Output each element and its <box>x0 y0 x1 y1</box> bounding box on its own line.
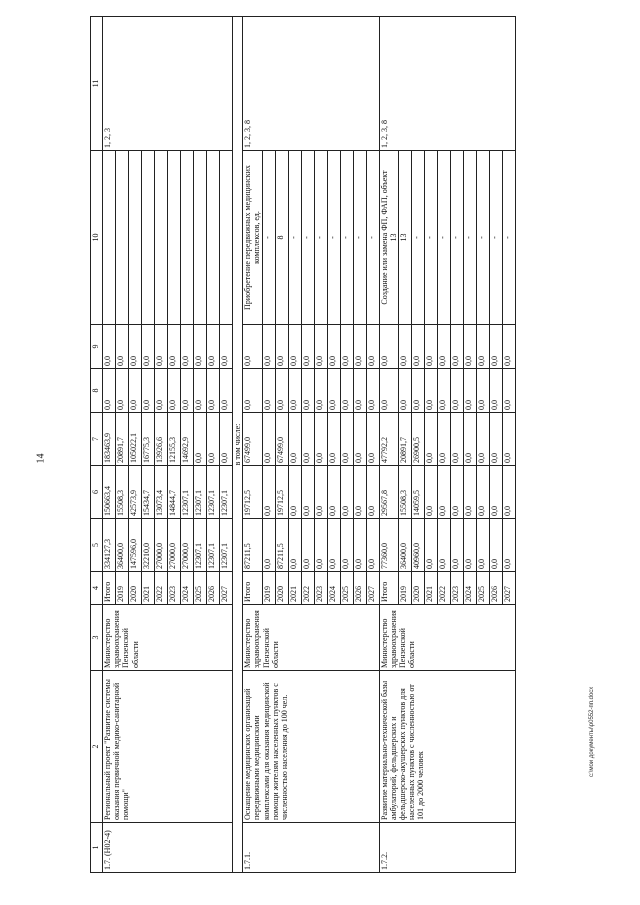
col-number: 6 <box>91 466 103 519</box>
value-cell: 0,0 <box>220 325 233 369</box>
page-number: 14 <box>35 453 47 464</box>
value-cell: 0,0 <box>207 325 220 369</box>
value-cell: 0,0 <box>288 413 301 466</box>
value-cell: 32210,0 <box>142 519 155 572</box>
year-cell: 2022 <box>437 572 450 605</box>
value-cell: 0,0 <box>450 325 463 369</box>
section-code: 1.7. (Н02-4) <box>103 823 233 873</box>
indicator-cell <box>243 151 262 325</box>
value-cell: 0,0 <box>379 369 398 413</box>
col-number: 5 <box>91 519 103 572</box>
year-cell: 2023 <box>168 572 181 605</box>
value-cell: 0,0 <box>353 519 366 572</box>
indicator-value: - <box>262 151 275 325</box>
value-cell: 0,0 <box>301 519 314 572</box>
value-cell: 0,0 <box>103 325 116 369</box>
col-number: 8 <box>91 369 103 413</box>
value-cell: 0,0 <box>288 519 301 572</box>
value-cell: 14844,7 <box>168 466 181 519</box>
section-name: Региональный проект "Развитие системы оказания первичной медико-санитарной помощи" <box>103 671 233 823</box>
section-name: Оснащение медицинских организаций передвижными медицинскими комплексами для оказания медицинской помощи жителям населенных пунктов с численностью населения до 100 чел. <box>243 671 379 823</box>
column-number-row <box>91 17 103 873</box>
value-cell: 0,0 <box>398 369 411 413</box>
value-cell: 0,0 <box>301 369 314 413</box>
value-cell: 15434,7 <box>142 466 155 519</box>
value-cell: 87211,5 <box>243 519 262 572</box>
value-cell: 0,0 <box>476 369 489 413</box>
value-cell: 14059,5 <box>411 466 424 519</box>
value-cell: 0,0 <box>366 466 379 519</box>
value-cell: 0,0 <box>314 325 327 369</box>
value-cell: 0,0 <box>463 413 476 466</box>
value-cell: 0,0 <box>502 325 515 369</box>
value-cell: 0,0 <box>243 369 262 413</box>
value-cell: 0,0 <box>489 519 502 572</box>
value-cell: 0,0 <box>450 466 463 519</box>
value-cell: 15508,3 <box>116 466 129 519</box>
value-cell: 27000,0 <box>168 519 181 572</box>
value-cell: 0,0 <box>476 466 489 519</box>
value-cell: 0,0 <box>207 413 220 466</box>
value-cell: 0,0 <box>463 466 476 519</box>
value-cell: 0,0 <box>366 519 379 572</box>
value-cell: 29567,8 <box>379 466 398 519</box>
value-cell: 0,0 <box>424 466 437 519</box>
year-cell: 2020 <box>129 572 142 605</box>
value-cell: 0,0 <box>168 325 181 369</box>
value-cell: 77360,0 <box>379 519 398 572</box>
col-number: 1 <box>91 823 103 873</box>
table-row <box>103 17 116 873</box>
value-cell: 0,0 <box>301 466 314 519</box>
value-cell: 12307,1 <box>194 466 207 519</box>
value-cell: 0,0 <box>437 413 450 466</box>
value-cell: 0,0 <box>275 369 288 413</box>
year-cell: 2021 <box>288 572 301 605</box>
value-cell: 0,0 <box>314 413 327 466</box>
year-cell: 2024 <box>327 572 340 605</box>
value-cell: 0,0 <box>411 369 424 413</box>
indicator-value: - <box>502 151 515 325</box>
value-cell: 12307,1 <box>181 466 194 519</box>
year-cell: 2026 <box>353 572 366 605</box>
value-cell: 0,0 <box>262 325 275 369</box>
value-cell: 0,0 <box>288 369 301 413</box>
year-cell: Итого <box>379 572 398 605</box>
value-cell: 15508,3 <box>398 466 411 519</box>
value-cell: 12307,1 <box>207 466 220 519</box>
section-executor: Министерство здравоохранения Пензенской области <box>379 605 515 671</box>
value-cell: 0,0 <box>301 325 314 369</box>
value-cell: 0,0 <box>476 519 489 572</box>
value-cell: 0,0 <box>437 466 450 519</box>
value-cell: 0,0 <box>502 369 515 413</box>
value-cell: 0,0 <box>194 369 207 413</box>
indicator-label: Приобретение передвижных медицинских комплексов, ед. <box>243 165 262 310</box>
indicator-value: 13 <box>398 151 411 325</box>
value-cell: 0,0 <box>437 519 450 572</box>
value-cell: 12307,1 <box>207 519 220 572</box>
year-cell: 2020 <box>275 572 288 605</box>
value-cell: 19712,5 <box>243 466 262 519</box>
value-cell: 0,0 <box>220 369 233 413</box>
indicator-value: - <box>437 151 450 325</box>
value-cell: 0,0 <box>340 466 353 519</box>
value-cell: 0,0 <box>142 325 155 369</box>
value-cell: 0,0 <box>194 413 207 466</box>
value-cell: 0,0 <box>262 519 275 572</box>
value-cell: 150663,4 <box>103 466 116 519</box>
year-cell: 2019 <box>116 572 129 605</box>
value-cell: 0,0 <box>489 369 502 413</box>
indicator-label: Создание или замена ФП, ФАП, объект <box>379 170 389 305</box>
value-cell: 0,0 <box>168 369 181 413</box>
value-cell: 0,0 <box>502 413 515 466</box>
value-cell: 0,0 <box>450 413 463 466</box>
indicator-value: 13 <box>388 233 398 242</box>
value-cell: 0,0 <box>463 325 476 369</box>
section-targets: 1, 2, 3, 8 <box>379 17 515 151</box>
section-name: Развитие материально-технической базы амбулаторий, фельдшерских и фельдшерско-акушерских пунктов для населенных пунктов с численностью от 101 до 2000 человек <box>379 671 515 823</box>
year-cell: 2022 <box>155 572 168 605</box>
value-cell: 0,0 <box>327 369 340 413</box>
indicator-value <box>103 151 116 325</box>
value-cell: 0,0 <box>262 466 275 519</box>
value-cell: 0,0 <box>353 325 366 369</box>
value-cell: 0,0 <box>155 325 168 369</box>
year-cell: 2019 <box>262 572 275 605</box>
value-cell: 0,0 <box>116 369 129 413</box>
section-executor: Министерство здравоохранения Пензенской области <box>103 605 233 671</box>
value-cell: 0,0 <box>502 466 515 519</box>
year-cell: 2027 <box>366 572 379 605</box>
value-cell: 0,0 <box>353 413 366 466</box>
year-cell: 2021 <box>142 572 155 605</box>
value-cell: 36400,0 <box>398 519 411 572</box>
value-cell: 147596,0 <box>129 519 142 572</box>
col-number: 7 <box>91 413 103 466</box>
year-cell: 2027 <box>220 572 233 605</box>
value-cell: 0,0 <box>502 519 515 572</box>
value-cell: 0,0 <box>327 413 340 466</box>
table-row <box>243 17 262 873</box>
value-cell: 16775,3 <box>142 413 155 466</box>
value-cell: 0,0 <box>437 325 450 369</box>
value-cell: 0,0 <box>327 325 340 369</box>
budget-table <box>90 16 516 873</box>
year-cell: 2021 <box>424 572 437 605</box>
value-cell: 12307,1 <box>194 519 207 572</box>
value-cell: 0,0 <box>463 369 476 413</box>
indicator-value <box>168 151 181 325</box>
col-number: 2 <box>91 671 103 823</box>
value-cell: 0,0 <box>288 325 301 369</box>
value-cell: 20891,7 <box>116 413 129 466</box>
indicator-value <box>129 151 142 325</box>
value-cell: 19712,5 <box>275 466 288 519</box>
value-cell: 20891,7 <box>398 413 411 466</box>
value-cell: 0,0 <box>411 325 424 369</box>
year-cell: 2026 <box>489 572 502 605</box>
footer-file-path: c:\мои документы\p0552-пп.docx <box>589 686 595 777</box>
section-code: 1.7.2. <box>379 823 515 873</box>
value-cell: 13926,6 <box>155 413 168 466</box>
value-cell: 0,0 <box>103 369 116 413</box>
value-cell: 0,0 <box>424 325 437 369</box>
value-cell: 0,0 <box>314 466 327 519</box>
value-cell: 0,0 <box>489 325 502 369</box>
value-cell: 13073,4 <box>155 466 168 519</box>
col-number: 4 <box>91 572 103 605</box>
value-cell: 0,0 <box>142 369 155 413</box>
indicator-value: - <box>340 151 353 325</box>
value-cell: 0,0 <box>476 413 489 466</box>
indicator-value <box>155 151 168 325</box>
value-cell: 0,0 <box>275 325 288 369</box>
value-cell: 27000,0 <box>155 519 168 572</box>
indicator-value: - <box>450 151 463 325</box>
value-cell: 0,0 <box>463 519 476 572</box>
value-cell: 26900,5 <box>411 413 424 466</box>
value-cell: 12155,3 <box>168 413 181 466</box>
value-cell: 0,0 <box>489 466 502 519</box>
section-targets: 1, 2, 3 <box>103 17 233 151</box>
value-cell: 0,0 <box>340 413 353 466</box>
indicator-value: - <box>288 151 301 325</box>
indicator-value: - <box>327 151 340 325</box>
value-cell: 0,0 <box>489 413 502 466</box>
indicator-value: - <box>353 151 366 325</box>
in-total-note-row <box>233 17 243 873</box>
value-cell: 0,0 <box>194 325 207 369</box>
value-cell: 36400,0 <box>116 519 129 572</box>
value-cell: 0,0 <box>424 413 437 466</box>
value-cell: 0,0 <box>437 369 450 413</box>
value-cell: 42573,9 <box>129 466 142 519</box>
indicator-value: - <box>411 151 424 325</box>
value-cell: 0,0 <box>366 369 379 413</box>
value-cell: 0,0 <box>207 369 220 413</box>
rotated-table-container <box>90 17 610 873</box>
year-cell: 2024 <box>181 572 194 605</box>
year-cell: Итого <box>103 572 116 605</box>
value-cell: 0,0 <box>327 466 340 519</box>
indicator-value: - <box>314 151 327 325</box>
indicator-value: - <box>476 151 489 325</box>
table-row <box>379 17 398 873</box>
value-cell: 0,0 <box>129 325 142 369</box>
value-cell: 0,0 <box>327 519 340 572</box>
value-cell: 0,0 <box>450 369 463 413</box>
value-cell: 0,0 <box>450 519 463 572</box>
indicator-value <box>181 151 194 325</box>
value-cell: 0,0 <box>314 369 327 413</box>
year-cell: 2022 <box>301 572 314 605</box>
value-cell: 67499,0 <box>243 413 262 466</box>
value-cell: 47792,2 <box>379 413 398 466</box>
year-cell: 2027 <box>502 572 515 605</box>
value-cell: 0,0 <box>220 413 233 466</box>
value-cell: 0,0 <box>129 369 142 413</box>
value-cell: 0,0 <box>181 325 194 369</box>
value-cell: 0,0 <box>116 325 129 369</box>
year-cell: 2023 <box>450 572 463 605</box>
year-cell: 2025 <box>340 572 353 605</box>
value-cell: 183463,9 <box>103 413 116 466</box>
section-targets: 1, 2, 3, 8 <box>243 17 379 151</box>
indicator-value <box>207 151 220 325</box>
year-cell: 2019 <box>398 572 411 605</box>
in-total-note: в том числе: <box>233 17 243 873</box>
value-cell: 0,0 <box>340 325 353 369</box>
indicator-value: - <box>489 151 502 325</box>
value-cell: 87211,5 <box>275 519 288 572</box>
value-cell: 40960,0 <box>411 519 424 572</box>
col-number: 3 <box>91 605 103 671</box>
value-cell: 0,0 <box>366 325 379 369</box>
indicator-value <box>116 151 129 325</box>
col-number: 11 <box>91 17 103 151</box>
value-cell: 0,0 <box>155 369 168 413</box>
indicator-value: - <box>366 151 379 325</box>
value-cell: 27000,0 <box>181 519 194 572</box>
section-executor: Министерство здравоохранения Пензенской области <box>243 605 379 671</box>
indicator-value <box>220 151 233 325</box>
value-cell: 105022,1 <box>129 413 142 466</box>
value-cell: 14692,9 <box>181 413 194 466</box>
value-cell: 67499,0 <box>275 413 288 466</box>
indicator-value: - <box>301 151 314 325</box>
value-cell: 0,0 <box>301 413 314 466</box>
col-number: 10 <box>91 151 103 325</box>
year-cell: 2020 <box>411 572 424 605</box>
value-cell: 0,0 <box>262 369 275 413</box>
value-cell: 0,0 <box>181 369 194 413</box>
section-code: 1.7.1. <box>243 823 379 873</box>
value-cell: 0,0 <box>353 466 366 519</box>
value-cell: 12307,1 <box>220 519 233 572</box>
year-cell: 2025 <box>194 572 207 605</box>
value-cell: 0,0 <box>424 369 437 413</box>
indicator-value: - <box>424 151 437 325</box>
indicator-value <box>142 151 155 325</box>
value-cell: 0,0 <box>398 325 411 369</box>
indicator-cell <box>379 151 398 325</box>
value-cell: 0,0 <box>366 413 379 466</box>
year-cell: Итого <box>243 572 262 605</box>
indicator-value <box>194 151 207 325</box>
year-cell: 2025 <box>476 572 489 605</box>
year-cell: 2023 <box>314 572 327 605</box>
table-body <box>103 17 516 873</box>
col-number: 9 <box>91 325 103 369</box>
value-cell: 0,0 <box>288 466 301 519</box>
year-cell: 2026 <box>207 572 220 605</box>
value-cell: 0,0 <box>262 413 275 466</box>
value-cell: 0,0 <box>379 325 398 369</box>
year-cell: 2024 <box>463 572 476 605</box>
value-cell: 334127,3 <box>103 519 116 572</box>
value-cell: 12307,1 <box>220 466 233 519</box>
indicator-value: 8 <box>275 151 288 325</box>
value-cell: 0,0 <box>340 369 353 413</box>
indicator-value: - <box>463 151 476 325</box>
value-cell: 0,0 <box>424 519 437 572</box>
value-cell: 0,0 <box>476 325 489 369</box>
value-cell: 0,0 <box>314 519 327 572</box>
value-cell: 0,0 <box>243 325 262 369</box>
value-cell: 0,0 <box>353 369 366 413</box>
value-cell: 0,0 <box>340 519 353 572</box>
